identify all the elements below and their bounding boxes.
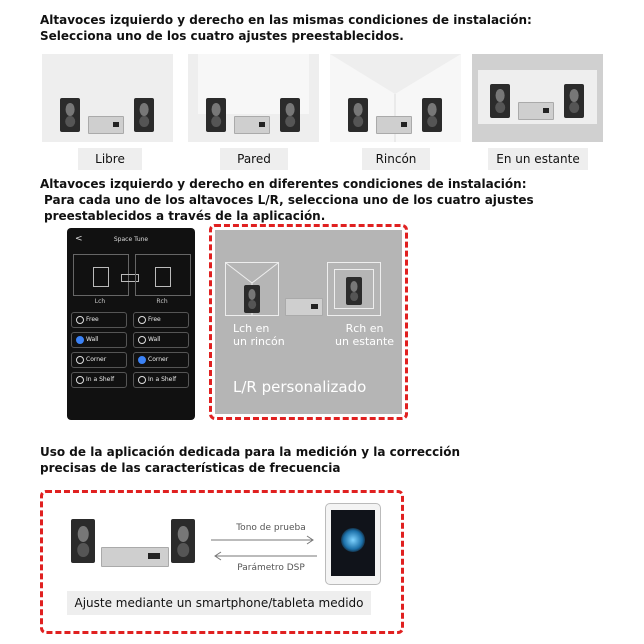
speaker-left bbox=[490, 84, 510, 118]
test-tone-label: Tono de prueba bbox=[236, 523, 306, 533]
custom-lr-panel bbox=[215, 230, 402, 414]
section2-heading-line3: preestablecidos a través de la aplicación. bbox=[44, 209, 326, 223]
arrow-right-icon bbox=[209, 535, 319, 545]
radio-selected bbox=[76, 336, 84, 344]
option-label: In a Shelf bbox=[86, 376, 115, 383]
preset-label-libre: Libre bbox=[78, 148, 142, 170]
rch-label: Rch bbox=[156, 298, 168, 305]
amplifier bbox=[88, 116, 124, 134]
left-option-wall[interactable] bbox=[71, 332, 127, 348]
left-option-corner[interactable] bbox=[71, 352, 127, 368]
rch-caption-line1: Rch en bbox=[345, 322, 384, 335]
option-label: Free bbox=[148, 316, 161, 323]
radio bbox=[138, 376, 146, 384]
tablet-screen bbox=[331, 510, 375, 576]
rch-caption bbox=[335, 322, 394, 348]
radio bbox=[138, 316, 146, 324]
speaker-right bbox=[564, 84, 584, 118]
section3-heading-line1: Uso de la aplicación dedicada para la medición y la corrección bbox=[40, 445, 461, 459]
back-button[interactable]: < bbox=[75, 234, 83, 244]
lch-caption-line1: Lch en bbox=[233, 322, 270, 335]
measurement-graphic-icon bbox=[341, 528, 365, 552]
speaker-right bbox=[346, 277, 362, 305]
speaker-right bbox=[422, 98, 442, 132]
preset-scene-estante bbox=[472, 54, 603, 142]
radio-selected bbox=[138, 356, 146, 364]
radio bbox=[76, 356, 84, 364]
amplifier bbox=[101, 547, 169, 567]
measurement-frame bbox=[40, 490, 404, 634]
rch-diagram bbox=[135, 254, 191, 296]
speaker-right bbox=[280, 98, 300, 132]
left-option-free[interactable] bbox=[71, 312, 127, 328]
section2-heading-line1: Altavoces izquierdo y derecho en diferentes condiciones de instalación: bbox=[40, 177, 527, 191]
amplifier bbox=[234, 116, 270, 134]
right-option-corner[interactable] bbox=[133, 352, 189, 368]
speaker-left bbox=[206, 98, 226, 132]
preset-scene-libre bbox=[42, 54, 173, 142]
tablet bbox=[325, 503, 381, 585]
lch-caption-line2: un rincón bbox=[233, 335, 285, 348]
corner-scene bbox=[225, 262, 279, 316]
option-label: Free bbox=[86, 316, 99, 323]
section1-heading bbox=[40, 12, 620, 44]
speaker-right bbox=[171, 519, 195, 563]
right-option-shelf[interactable] bbox=[133, 372, 189, 388]
section3-heading bbox=[40, 444, 600, 476]
speaker-left bbox=[348, 98, 368, 132]
option-label: Corner bbox=[86, 356, 107, 363]
right-option-wall[interactable] bbox=[133, 332, 189, 348]
preset-label-rincon: Rincón bbox=[362, 148, 430, 170]
section1-heading-line1: Altavoces izquierdo y derecho en las mismas condiciones de instalación: bbox=[40, 13, 532, 27]
space-tune-app-screen bbox=[67, 228, 195, 420]
left-option-shelf[interactable] bbox=[71, 372, 127, 388]
dsp-parameter-label: Parámetro DSP bbox=[237, 563, 305, 573]
app-title: Space Tune bbox=[113, 236, 149, 243]
option-label: In a Shelf bbox=[148, 376, 177, 383]
amplifier bbox=[376, 116, 412, 134]
preset-scene-rincon bbox=[330, 54, 461, 142]
amplifier bbox=[285, 298, 323, 316]
section1-heading-line2: Selecciona uno de los cuatro ajustes preestablecidos. bbox=[40, 29, 404, 43]
preset-label-estante: En un estante bbox=[488, 148, 588, 170]
speaker-left bbox=[71, 519, 95, 563]
speaker-left bbox=[60, 98, 80, 132]
section2-heading-line2: Para cada uno de los altavoces L/R, selecciona uno de los cuatro ajustes bbox=[44, 193, 534, 207]
preset-scene-pared bbox=[188, 54, 319, 142]
amplifier bbox=[518, 102, 554, 120]
measurement-caption: Ajuste mediante un smartphone/tableta medido bbox=[67, 591, 371, 615]
lch-label: Lch bbox=[94, 298, 106, 305]
option-label: Corner bbox=[148, 356, 169, 363]
shelf-scene bbox=[327, 262, 381, 316]
custom-lr-caption: L/R personalizado bbox=[233, 378, 367, 396]
section3-heading-line2: precisas de las características de frecuencia bbox=[40, 461, 341, 475]
section2-heading bbox=[40, 176, 620, 224]
speaker-left bbox=[244, 285, 260, 313]
right-option-free[interactable] bbox=[133, 312, 189, 328]
radio bbox=[76, 316, 84, 324]
rch-caption-line2: un estante bbox=[335, 335, 395, 348]
speaker-right bbox=[134, 98, 154, 132]
preset-label-pared: Pared bbox=[220, 148, 288, 170]
custom-lr-frame bbox=[209, 224, 408, 420]
radio bbox=[138, 336, 146, 344]
option-label: Wall bbox=[86, 336, 99, 343]
arrow-left-icon bbox=[209, 551, 319, 561]
radio bbox=[76, 376, 84, 384]
option-label: Wall bbox=[148, 336, 161, 343]
lch-caption bbox=[233, 322, 285, 348]
